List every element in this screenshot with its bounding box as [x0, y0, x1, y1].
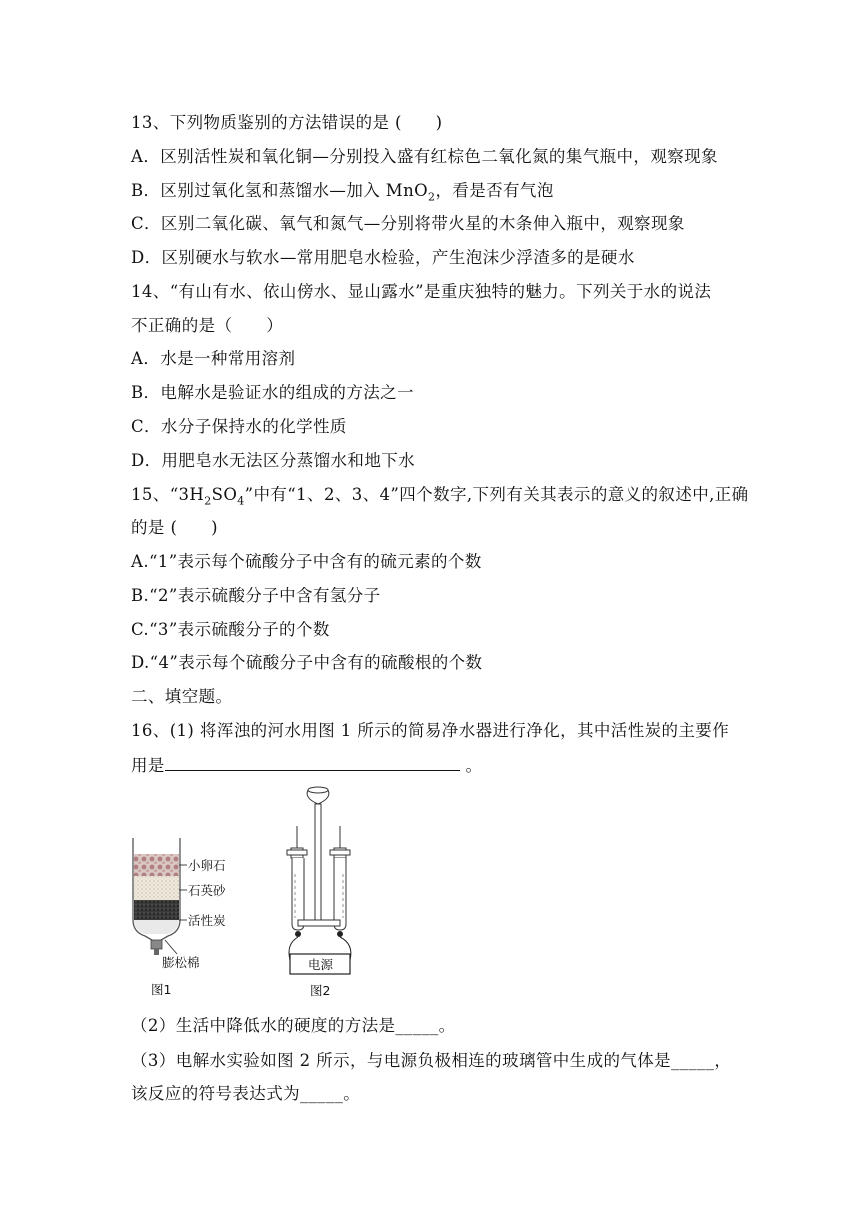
q14-stem-line2: 不正确的是（ ） — [131, 316, 284, 335]
q14-stem-line1: 14、“有山有水、依山傍水、显山露水”是重庆独特的魅力。下列关于水的说法 — [131, 282, 712, 301]
q15-option-c: C.“3”表示硫酸分子的个数 — [131, 620, 330, 639]
section-heading-fill-in: 二、填空题。 — [131, 687, 233, 706]
q15-subscript-2: 2 — [204, 494, 212, 508]
q15-stem-part2: SO — [211, 485, 238, 504]
q13-stem: 13、下列物质鉴别的方法错误的是 ( ) — [131, 113, 443, 132]
figure-1-label-pebbles: 小卵石 — [188, 858, 226, 873]
q16-part3-line2: 该反应的符号表达式为_____。 — [131, 1084, 361, 1103]
figure-1-label-quartz-sand: 石英砂 — [188, 883, 226, 898]
q13-option-b-subscript: 2 — [428, 190, 436, 204]
q15-option-b: B.“2”表示硫酸分子中含有氢分子 — [131, 586, 381, 605]
q15-stem-part3: ”中有“1、2、3、4”四个数字,下列有关其表示的意义的叙述中,正确 — [244, 485, 749, 504]
q15-stem-line2: 的是 ( ) — [131, 518, 218, 537]
figure-2-caption: 图2 — [310, 983, 331, 998]
figure-2-electrolysis-apparatus — [272, 784, 382, 1002]
q15-option-a: A.“1”表示每个硫酸分子中含有的硫元素的个数 — [131, 552, 482, 571]
q16-line2-tail: 。 — [459, 756, 483, 775]
figure-1-water-purifier — [125, 832, 240, 1002]
q13-option-c: C．区别二氧化碳、氧气和氮气—分别将带火星的木条伸入瓶中，观察现象 — [131, 214, 685, 233]
q16-part3-line1: （3）电解水实验如图 2 所示，与电源负极相连的玻璃管中生成的气体是_____， — [131, 1051, 732, 1070]
figure-1-label-activated-carbon: 活性炭 — [188, 913, 226, 928]
q14-option-c: C．水分子保持水的化学性质 — [131, 417, 347, 436]
q14-option-a: A．水是一种常用溶剂 — [131, 349, 296, 368]
q13-option-b — [131, 181, 554, 207]
q16-line2-text: 用是 — [131, 756, 165, 775]
q15-option-d: D.“4”表示每个硫酸分子中含有的硫酸根的个数 — [131, 653, 483, 672]
figure-1-label-cotton: 膨松棉 — [162, 955, 200, 970]
q14-option-d: D．用肥皂水无法区分蒸馏水和地下水 — [131, 451, 416, 470]
q13-option-b-text: B．区别过氧化氢和蒸馏水—加入 MnO — [131, 181, 429, 200]
q14-option-b: B．电解水是验证水的组成的方法之一 — [131, 383, 414, 402]
q13-option-d: D．区别硬水与软水—常用肥皂水检验，产生泡沫少浮渣多的是硬水 — [131, 248, 635, 267]
q15-subscript-4: 4 — [237, 494, 245, 508]
q16-line1: 16、(1) 将浑浊的河水用图 1 所示的简易净水器进行净化，其中活性炭的主要作 — [131, 721, 730, 740]
q13-option-a: A．区别活性炭和氧化铜—分别投入盛有红棕色二氧化氮的集气瓶中，观察现象 — [131, 147, 718, 166]
q15-stem-part1: 15、“3H — [131, 485, 205, 504]
q16-part2: （2）生活中降低水的硬度的方法是_____。 — [131, 1016, 456, 1035]
answer-blank — [165, 756, 460, 771]
figure-2-power-label: 电源 — [308, 957, 334, 972]
q13-option-b-tail: ，看是否有气泡 — [435, 181, 554, 200]
q16-line2 — [131, 756, 482, 776]
q15-stem-line1 — [131, 485, 749, 511]
figure-1-caption: 图1 — [151, 982, 172, 997]
